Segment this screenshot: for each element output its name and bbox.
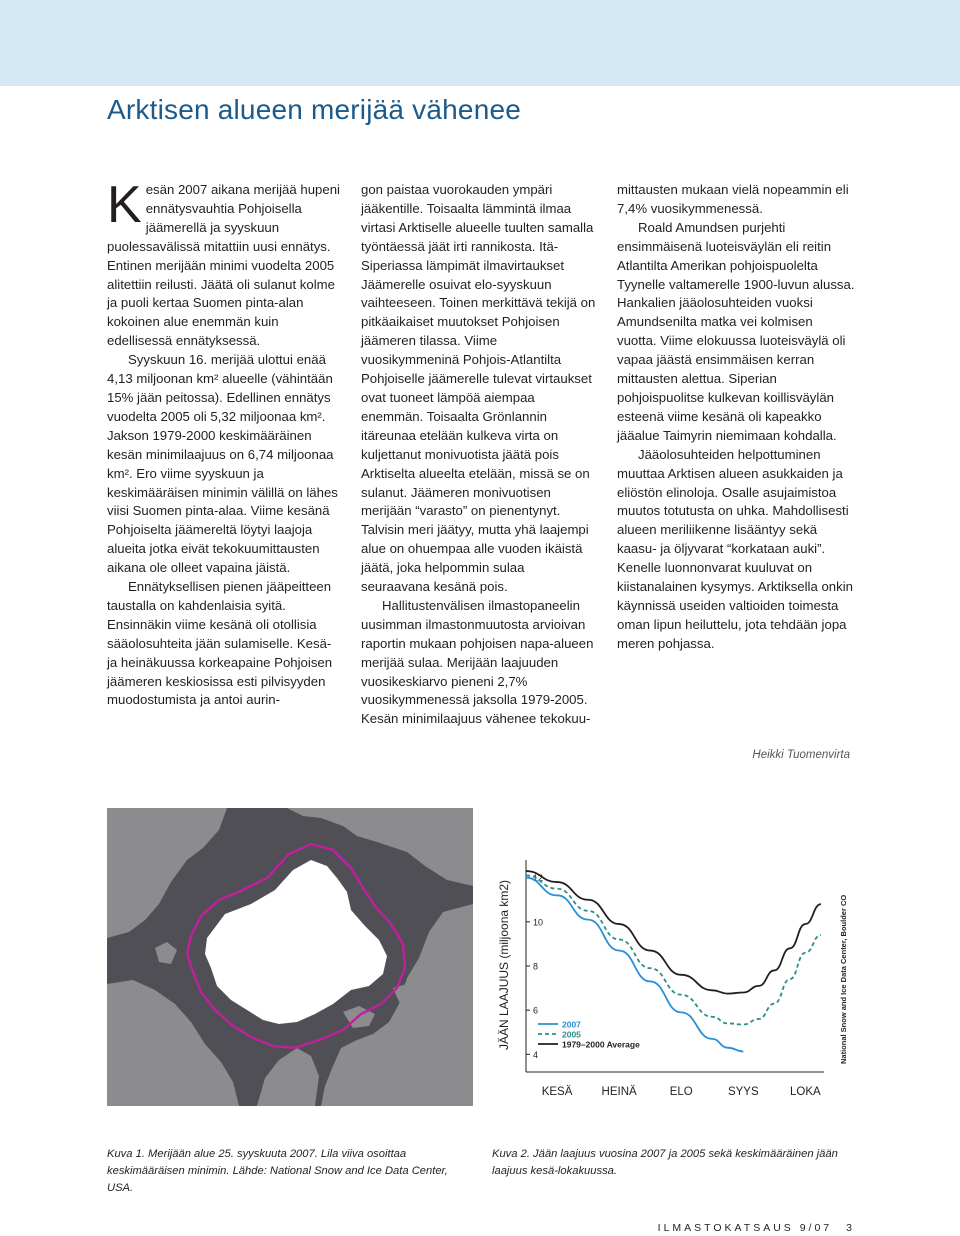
article-column-3	[617, 181, 855, 654]
sea-ice-map	[107, 808, 473, 1106]
ice-extent-chart-svg	[494, 852, 854, 1108]
y-tick-label: 8	[533, 961, 539, 972]
legend-label: 1979–2000 Average	[562, 1039, 640, 1050]
y-axis-label: JÄÄN LAAJUUS (miljoona km2)	[497, 879, 511, 1050]
figure-1-caption: Kuva 1. Merijään alue 25. syyskuuta 2007. Lila viiva osoittaa keskimääräisen minimin. Lähde: National Snow and Ice Data Center, USA.	[107, 1148, 448, 1194]
y-tick-label: 6	[533, 1005, 539, 1016]
legend-label: 2005	[562, 1029, 581, 1040]
y-tick-label: 4	[533, 1049, 539, 1060]
x-month-label: ELO	[669, 1086, 693, 1098]
column-2-paragraph-2: Hallitustenvälisen ilmastopaneelin uusimman ilmastonmuutosta arvioivan raportin mukaan pohjoisen napa-alueen merijää sulaa. Merijään laajuuden vuosikeskiarvo pieneni 2,7% vuosikymmenessä jaksolla 1979-2005. Kesän minimilaajuus vähenee tekokuu-	[361, 597, 594, 727]
publication-name: ILMASTOKATSAUS 9/07	[657, 1222, 833, 1234]
ice-extent-chart	[494, 852, 854, 1108]
column-3-paragraph-1: mittausten mukaan vielä nopeammin eli 7,4% vuosikymmenessä.	[617, 182, 849, 216]
paragraph-text: esän 2007 aikana merijää hupeni ennätysvauhtia Pohjoisella jäämerellä ja syyskuun puolessavälissä mitattiin uusi ennätys. Entinen merijään minimi vuodelta 2005 alitettiin reilusti. Jäätä oli sulanut kolme ja puoli kertaa Suomen pinta-alan kokoinen alue enemmän kuin edellisessä ennätyksessä.	[107, 182, 340, 349]
y-tick-label: 12	[533, 873, 544, 884]
column-2-paragraph-1: gon paistaa vuorokauden ympäri jääkentille. Toisaalta lämmintä ilmaa virtasi Arktiselle alueelle tuulten samalla työntäessä jäät irti rannikosta. Itä-Siperiassa lämpimät ilmavirtaukset Jäämerelle osuivat elo-syyskuun vaihteeseen. Toinen merkittävä tekijä on pitkäaikaiset muutokset Pohjoisen jäämeren tilassa. Viime vuosikymmeninä Pohjois-Atlantilta Pohjoiselle jäämerelle tulevat virtaukset ovat tuoneet lämpöä aiempaa enemmän. Toisaalta Grönlannin itäreunaa etelään kulkeva virta on kuljettanut monivuotista jäätä pois Arktiselta alueelta etelään, missä se on sulanut. Jäämeren monivuotisen merijään “varasto” on pienentynyt. Talvisin meri jäätyy, mutta yhä laajempi alue on ohuempaa alle vuoden ikäistä jäätä, joka helpommin sulaa seuraavana kesänä pois.	[361, 182, 596, 595]
x-month-label: SYYS	[727, 1086, 759, 1098]
x-month-label: LOKA	[790, 1086, 821, 1098]
author-byline: Heikki Tuomenvirta	[752, 749, 850, 761]
header-band	[0, 0, 960, 86]
x-month-label: HEINÄ	[601, 1086, 637, 1098]
series-line-1979-2000-average	[526, 871, 821, 994]
drop-cap: K	[107, 176, 142, 234]
series-line-2007	[526, 878, 743, 1052]
page-number: 3	[846, 1222, 852, 1234]
article-title: Arktisen alueen merijää vähenee	[107, 94, 522, 125]
sea-ice-map-graphic	[107, 808, 473, 1106]
article-column-2	[361, 181, 597, 729]
article-column-1	[107, 176, 345, 710]
x-month-label: KESÄ	[541, 1086, 573, 1098]
chart-source-note: National Snow and Ice Data Center, Boulder CO	[839, 894, 848, 1064]
column-3-paragraph-2: Roald Amundsen purjehti ensimmäisenä luoteisväylän eli reitin Atlantilta Amerikan pohjoispuolelta Tyynelle valtamerelle 1900-luvun alussa. Hankalien jääolosuhteiden vuoksi Amundsenilta matka vei kolmisen vuotta. Viime elokuussa luoteisväylä oli vapaa jäästä ensimmäisen kerran mittausten alettua. Siperian pohjoispuolitse kulkevan koillisväylän esteenä viime kesänä oli kapeakko jääalue Taimyrin niemimaan kohdalla.	[617, 219, 855, 443]
column-1-paragraph-2: Syyskuun 16. merijää ulottui enää 4,13 miljoonan km² alueelle (vähintään 15% jään peitossa). Edellinen ennätys vuodelta 2005 oli 5,32 miljoonaa km². Jakson 1979-2000 keskimääräinen kesän minimilaajuus on 6,74 miljoonaa km². Ero viime syyskuun ja keskimääräisen minimin välillä on lähes viisi Suomen pinta-alaa. Viime kesänä Pohjoiselta jäämereltä löytyi laajoja alueita jotka eivät tekokuumittausten aikana ole olleet vapaina jäistä.	[107, 352, 338, 576]
y-tick-label: 10	[533, 917, 544, 928]
legend-label: 2007	[562, 1019, 581, 1030]
column-1-paragraph-1	[107, 176, 345, 351]
column-3-paragraph-3: Jääolosuhteiden helpottuminen muuttaa Arktisen alueen asukkaiden ja eliöstön elinoloja. Osalle asujaimistoa muutos totutusta on uhka. Mahdollisesti alueen meriliikenne lisääntyy sekä kaasu- ja öljyvarat “korkataan auki”. Kenelle luonnonvarat kuuluvat on kiistanalainen kysymys. Arktiksella onkin käynnissä useiden valtioiden toimesta oman lipun heiluttelu, jota tehdään jopa meren pohjassa.	[617, 446, 854, 651]
series-line-2005	[526, 875, 821, 1024]
figure-2-caption: Kuva 2. Jään laajuus vuosina 2007 ja 2005 sekä keskimääräinen jään laajuus kesä-lokakuussa.	[492, 1148, 838, 1177]
page-footer	[658, 1222, 852, 1234]
column-1-paragraph-3: Ennätyksellisen pienen jääpeitteen taustalla on kahdenlaisia syitä. Ensinnäkin viime kesänä oli otollisia sääolosuhteita jään sulamiselle. Kesä- ja heinäkuussa korkeapaine Pohjoisen jäämeren keskiosissa esti pilvisyyden muodostumista ja antoi aurin-	[107, 579, 333, 708]
